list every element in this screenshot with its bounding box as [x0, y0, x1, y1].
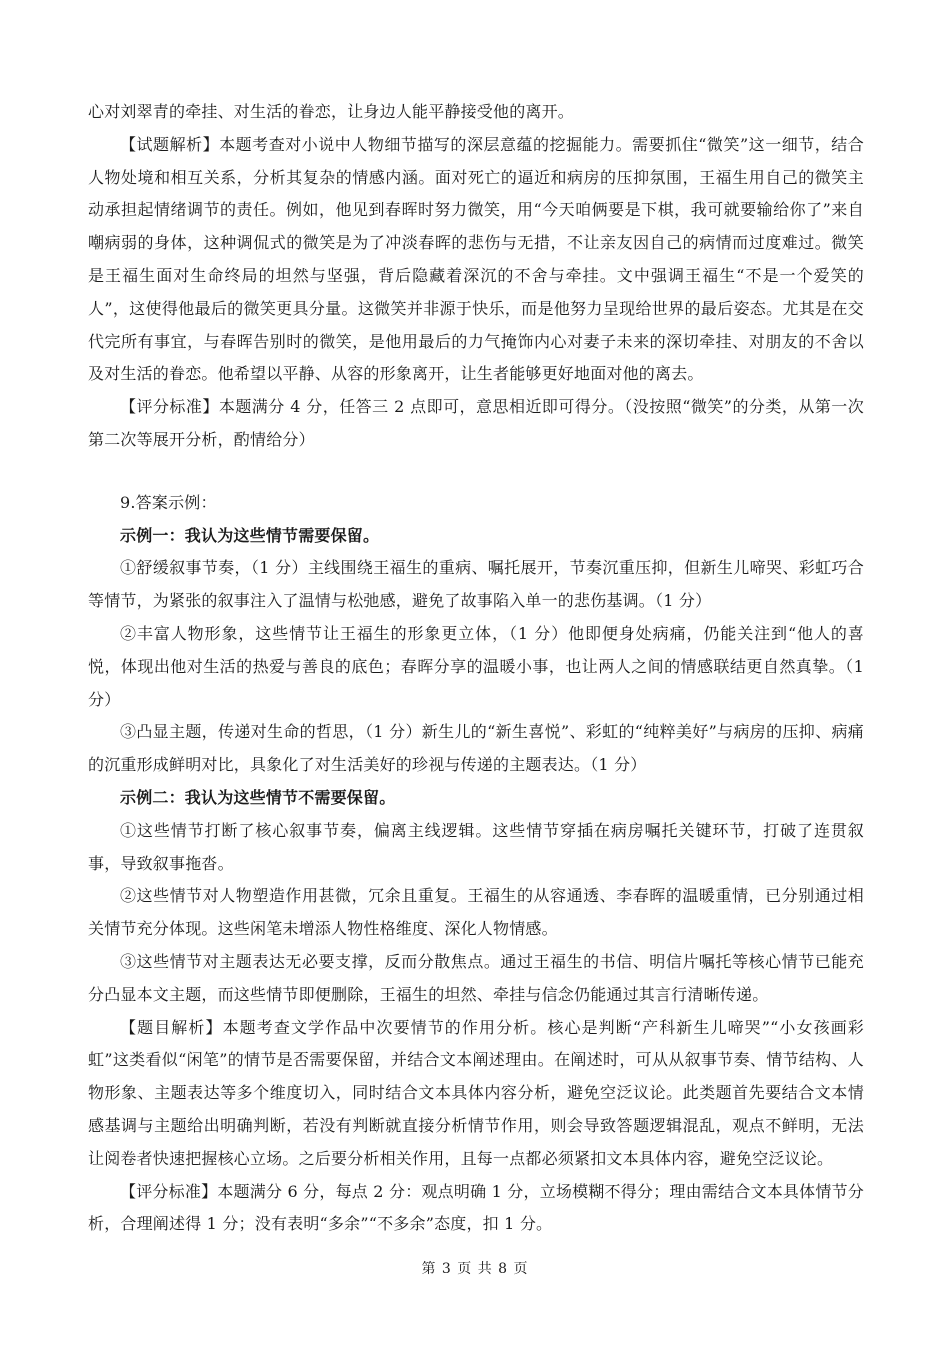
- q9-example2-point-3: ③这些情节对主题表达无必要支撑，反而分散焦点。通过王福生的书信、明信片嘱托等核心情节已能充分凸显本文主题，而这些情节即便删除，王福生的坦然、牵挂与信念仍能通过其言行清晰传递。: [88, 951, 864, 1004]
- q8-tail-line: 心对刘翠青的牵挂、对生活的眷恋，让身边人能平静接受他的离开。: [88, 102, 575, 121]
- q8-analysis: 【试题解析】本题考查对小说中人物细节描写的深层意蕴的挖掘能力。需要抓住“微笑”这一细节，结合人物处境和相互关系，分析其复杂的情感内涵。面对死亡的逼近和病房的压抑氛围，王福生用自己的微笑主动承担起情绪调节的责任。例如，他见到春晖时努力微笑，用“今天咱俩要是下棋，我可就要输给你了”来自嘲病弱的身体，这种调侃式的微笑是为了冲淡春晖的悲伤与无措，不让亲友因自己的病情而过度难过。微笑是王福生面对生命终局的坦然与坚强，背后隐藏着深沉的不舍与牵挂。文中强调王福生“不是一个爱笑的人”，这使得他最后的微笑更具分量。这微笑并非源于快乐，而是他努力呈现给世界的最后姿态。尤其是在交代完所有事宜，与春晖告别时的微笑，是他用最后的力气掩饰内心对妻子未来的深切牵挂、对朋友的不舍以及对生活的眷恋。他希望以平静、从容的形象离开，让生者能够更好地面对他的离去。: [88, 134, 864, 384]
- q9-example1-point-3: ③凸显主题，传递对生命的哲思，（1 分）新生儿的“新生喜悦”、彩虹的“纯粹美好”与病房的压抑、病痛的沉重形成鲜明对比，具象化了对生活美好的珍视与传递的主题表达。（1 分）: [88, 722, 864, 775]
- q8-scoring: 【评分标准】本题满分 4 分，任答三 2 点即可，意思相近即可得分。（没按照“微笑”的分类，从第一次第二次等展开分析，酌情给分）: [88, 397, 864, 449]
- q9-example1-point-1: ①舒缓叙事节奏，（1 分）主线围绕王福生的重病、嘱托展开，节奏沉重压抑，但新生儿啼哭、彩虹巧合等情节，为紧张的叙事注入了温情与松弛感，避免了故事陷入单一的悲伤基调。（1 分）: [88, 558, 864, 611]
- q9-example1-title: 示例一：我认为这些情节需要保留。: [120, 525, 380, 545]
- q9-scoring: 【评分标准】本题满分 6 分，每点 2 分：观点明确 1 分，立场模糊不得分；理由需结合文本具体情节分析，合理阐述得 1 分；没有表明“多余”“不多余”态度，扣 1 分。: [88, 1181, 864, 1234]
- q9-example1-point-2: ②丰富人物形象，这些情节让王福生的形象更立体，（1 分）他即便身处病痛，仍能关注到“他人的喜悦，体现出他对生活的热爱与善良的底色；春晖分享的温暖小事，也让两人之间的情感联结更自然真挚。（1 分）: [88, 623, 864, 709]
- section-gap: [88, 457, 864, 487]
- document-body: [88, 96, 864, 1241]
- q9-example2-point-1: ①这些情节打断了核心叙事节奏，偏离主线逻辑。这些情节穿插在病房嘱托关键环节，打破了连贯叙事，导致叙事拖沓。: [88, 820, 864, 873]
- page-footer: 第 3 页 共 8 页: [421, 1261, 529, 1277]
- q9-title: 9.答案示例：: [120, 492, 217, 512]
- q9-example2-point-2: ②这些情节对人物塑造作用甚微，冗余且重复。王福生的从容通透、李春晖的温暖重情，已分别通过相关情节充分体现。这些闲笔未增添人物性格维度、深化人物情感。: [88, 886, 864, 939]
- q9-analysis: 【题目解析】本题考查文学作品中次要情节的作用分析。核心是判断“产科新生儿啼哭”“小女孩画彩虹”这类看似“闲笔”的情节是否需要保留，并结合文本阐述理由。在阐述时，可从从叙事节奏、情节结构、人物形象、主题表达等多个维度切入，同时结合文本具体内容分析，避免空泛议论。此类题首先要结合文本情感基调与主题给出明确判断，若没有判断就直接分析情节作用，则会导致答题逻辑混乱，观点不鲜明，无法让阅卷者快速把握核心立场。之后要分析相关作用，且每一点都必须紧扣文本具体内容，避免空泛议论。: [88, 1017, 864, 1168]
- q9-example2-title: 示例二：我认为这些情节不需要保留。: [120, 787, 396, 807]
